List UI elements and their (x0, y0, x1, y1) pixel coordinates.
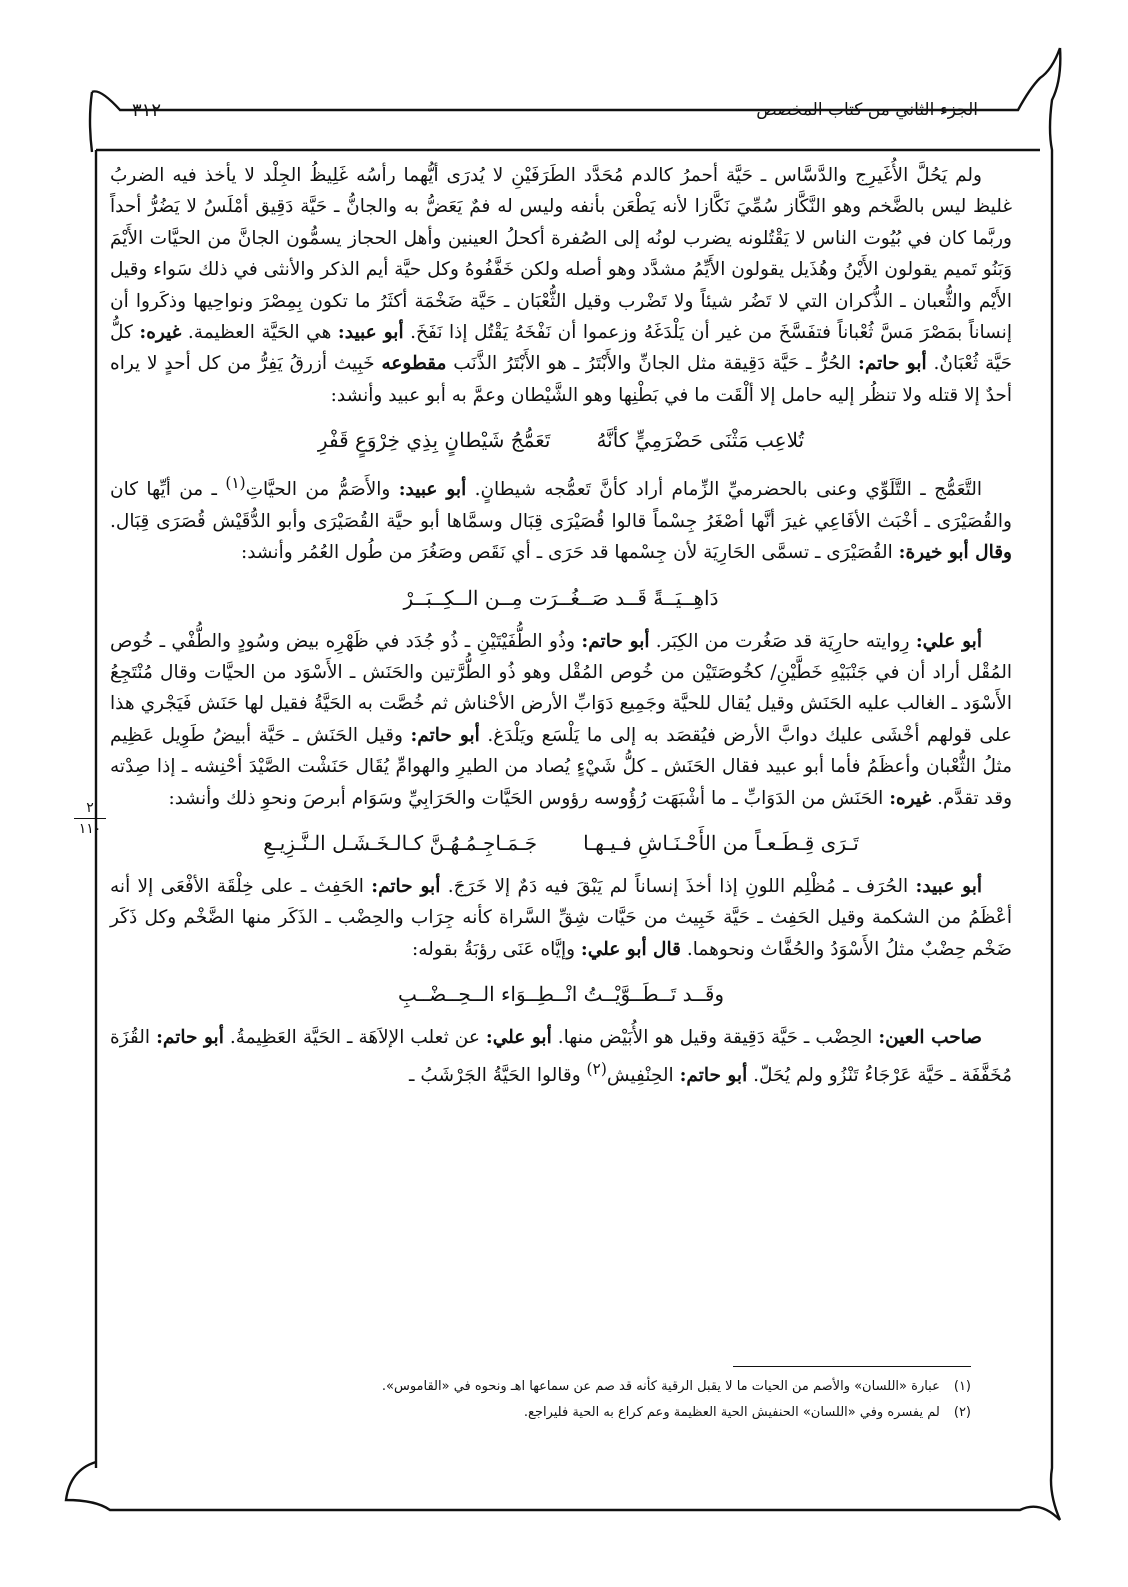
footnote-marker-2: (٢) (586, 1059, 607, 1078)
page-number: ٣١٢ (132, 100, 162, 121)
footnote-text: لم يفسره وفي «اللسان» الحنفيش الحية العظيمة وعم كراع به الحية فليراجع. (523, 1405, 940, 1420)
paragraph-2-text-f: القُصَيْرَى ـ تسمَّى الحَارِيَة لأن جِسْمها قد حَرَى ـ أي نَقَص وصَغُرَ من طُول العُمُر وأنشد: (240, 542, 893, 564)
speaker-label: وقال أبو خيرة: (898, 542, 1012, 564)
verse-4-text: وقَــد تَــطَــوَّيْــتُ انْــطِــوَاء الــحِــضْــبِ (397, 982, 725, 1007)
speaker-label: أبو عبيد: (398, 479, 467, 501)
paragraph-1-text-d: كلُّ حَيَّة ثُعْبَانٌ. (110, 322, 1013, 375)
book-title: الجزء الثاني من كتاب المخصص (756, 100, 978, 120)
footnote-2 (141, 1400, 971, 1426)
paragraph-1-text-f: الحُرُّ ـ حَيَّة دَقِيقة مثل الجانِّ والأَبْتَرُ ـ هو الأَبْتَرُ الذَّنَب (453, 353, 852, 375)
paragraph-5 (110, 1022, 1012, 1091)
paragraph-1-text: ولم يَحُلَّ الأُغَيرِج والدَّسَّاس ـ حَيَّة أحمرُ كالدم مُحَدَّد الطَرَفَيْنِ لا يُدرَى أيُّهما رأسُه غَلِيظُ الجِلْد لا يأخذ فيه الضربُ غليظ ليس بالضَّخم وهو النَّكَّاز سُمِّيَ نَكَّازا لأنه يَطْعَن بأنفه وليس له فمٌ يَعَضُّ به والجانُّ ـ حَيَّة دَقِيق أمْلَسُ لا يَضُرُّ أحداً وربَّما كان في بُيُوت الناس لا يَقْتُلونه يضرب لونُه إلى الصُفرة أكحلُ العينين وأهل الحجاز يسمُّون الجانَّ من الحيَّات الأَيْمَ وَبَنُو تَميم يقولون الأَيْنُ وهُذَيل يقولون الأَيِّمُ مشدَّد وهو أصله ولكن خَفَّفُوهُ وكل حيَّة أيم الذكر والأنثى في ذلك سَواء وقيل الأَيْم والثُّعبان ـ الذُّكران التي لا تَضُر شيئاً ولا تَضْرب وقيل الثُّعْبَان ـ حَيَّة ضَخْمَة أكثَرُ ما تكون بِمِصْرَ ونواحِيها وذكَروا أن إنساناً بمَصْرَ مَسَّ ثُعْباناً فتفَسَّخَ من غير أن يَلْدَغَهُ وزعموا أن نَفْخَهُ يَقْتُل إذا نَفَخَ. (110, 165, 1012, 344)
margin-page-reference (70, 800, 110, 837)
speaker-label: أبو حاتم: (858, 353, 927, 375)
speaker-label: غيره: (889, 787, 932, 809)
verse-1 (110, 425, 1012, 456)
paragraph-5-text-d: عن ثعلب الإلاَهَة ـ الحَيَّة العَظِيمةُ. (229, 1027, 480, 1049)
margin-ref-divider (74, 818, 106, 819)
footnotes (141, 1374, 971, 1426)
paragraph-3-text-f: وقيل الحَنَش ـ حَيَّة أبيضُ طَوِيل عَظِيم مثلُ الثُّعْبان وأعظَمُ فأما أبو عبيد فقال الحَنَش ـ كلُّ شَيْءٍ يُصاد من الطيرِ والهوامِّ يُقَال حَنَشْت الصَّيْدَ أحْنِشه ـ إذا صِدْته وقد تقدَّم. (110, 724, 1012, 809)
speaker-label: قال أبو علي: (580, 938, 681, 960)
verse-4 (110, 979, 1012, 1010)
paragraph-1-text-b: هي الحَيَّة العظيمة. (187, 322, 332, 344)
speaker-label: أبو عبيد: (915, 876, 982, 898)
verse-2 (110, 583, 1012, 614)
margin-ref-top: ٢ (86, 800, 94, 816)
speaker-label: أبو عبيد: (337, 322, 404, 344)
paragraph-4-text-f: وإيَّاه عَنَى رؤبَةُ بقوله: (412, 938, 576, 960)
paragraph-5-text-b: الحِضْب ـ حَيَّة دَقِيقة وقيل هو الأُبَيْض منها. (557, 1027, 873, 1049)
speaker-label: أبو علي: (915, 630, 982, 652)
speaker-label: أبو حاتم: (581, 630, 650, 652)
paragraph-2-text-c: والأَصَمُّ من الحيَّاتِ (245, 479, 391, 501)
speaker-label: أبو علي: (485, 1027, 552, 1049)
footnote-number: (٢) (953, 1405, 971, 1420)
speaker-label: أبو حاتم: (679, 1064, 748, 1086)
paragraph-3-text-d: وذُو الطُّفَيْتَيْنِ ـ ذُو جُدَد في ظَهْرِه بيض وسُودٍ والطُّفْي ـ خُوص المُقْل أراد أن في جَنْبَيْهِ خَطَّيْنِ/ كخُوصَتَيْن من خُوص المُقْل وهو ذُو الطُّرَّتين والحَنَش ـ الأَسْوَد من الحيَّات وقال مُنْتَجِعُ الأَسْوَد ـ الغالب عليه الحَنَش وقيل يُقال للحيَّة وجَمِيع دَوَابِّ الأرض الأحْناش ثم خُصَّت به الحَيَّةُ فقيل لها حَنَش فَيَجْري هذا على قولهم أخْشَى عليك دوابَّ الأرض فيُقصَد به إلى ما يَلْسَع ويَلْدَغ. (110, 630, 1013, 746)
speaker-label: غيره: (139, 322, 182, 344)
paragraph-2-text-d: ـ من أيِّها كان والقُصَيْرَى ـ أخْبَث الأفَاعِي غيرَ أنَّها أصْغَرُ جِسْماً قالوا قُصَيْرَى قِبَال وسمَّاها أبو حيَّة القُصَيْرَى وأبو الدُّقَيْش قُصَرَى قِبَال. (110, 479, 1012, 532)
footnote-text: عبارة «اللسان» والأصم من الحيات ما لا يقبل الرقية كأنه قد صم عن سماعها اهـ ونحوه في «القاموس». (381, 1379, 940, 1394)
speaker-label: أبو حاتم: (156, 1027, 224, 1049)
verse-2-text: دَاهِــيَــةً قَــد صَــغُــرَت مِــن الــكِــبَــرْ (403, 585, 719, 610)
footnote-marker-1: (١) (225, 474, 246, 493)
paragraph-1-text-h: خَبِيث أزرقُ يَفِرُّ من كل أحدٍ لا يراه أحدٌ إلا قتله ولا تنظُر إليه حامل إلا ألْقَت ما في بَطْنِها وهو الشَّيْطان وعمَّ به أبو عبيد وأنشد: (110, 353, 1012, 406)
speaker-label: صاحب العين: (878, 1027, 983, 1049)
paragraph-5-text-f: القُزَة مُخَفَّفَة ـ حَيَّة عَرْجَاءُ تَنْزُو ولم يُحَلّ. (110, 1027, 1012, 1086)
main-text (110, 160, 1012, 1091)
paragraph-2 (110, 468, 1012, 568)
footnote-separator (733, 1366, 971, 1367)
footnote-number: (١) (953, 1379, 971, 1394)
verse-3-second-hemistich: جَـمَـاجِـمُـهُـنَّ كـالـخَـشَـل الـنَّـزِيـعِ (263, 831, 538, 856)
paragraph-1 (110, 160, 1012, 411)
paragraph-5-text-h: الحِنْفِيش (606, 1064, 674, 1086)
verse-1-second-hemistich: تَعَمُّجُ شَيْطانٍ بِذِي خِرْوَعٍ قَفْرِ (317, 428, 551, 453)
running-header (132, 92, 978, 132)
verse-1-first-hemistich: تُلاعِب مَثْنَى حَضْرَمِيٍّ كأنَّهُ (596, 428, 805, 453)
verse-3-first-hemistich: تَـرَى قِـطَـعـاً من الأَحْـنَـاشِ فـيـهـا (583, 831, 859, 856)
paragraph-4-text-b: الحُرَف ـ مُظْلِم اللونِ إذا أخذَ إنساناً لم يَبْقَ فيه دَمٌ إلا خَرَجَ. (447, 876, 909, 898)
footnote-1 (141, 1374, 971, 1400)
paragraph-3 (110, 626, 1012, 814)
speaker-label: أبو حاتم: (410, 724, 480, 746)
paragraph-3-text-b: رِوايته حارِيَة قد صَغُرت من الكِبَر. (655, 630, 910, 652)
margin-ref-bottom: ١١٠ (78, 821, 102, 837)
paragraph-3-text-h: الحَنَش من الدَوَابِّ ـ ما أشْبَهَت رُؤُوسه رؤوس الحَيَّات والحَرَابِيِّ وسَوَام أبرصَ ونحوِ ذلك وأنشد: (168, 787, 884, 809)
speaker-label: أبو حاتم: (371, 876, 441, 898)
paragraph-4-text-d: الحَفِث ـ على خِلْقَة الأفْعَى إلا أنه أعْظَمُ من الشكمة وقيل الحَفِث ـ حَيَّة خَبِيث من حَيَّات شِقِّ السَّراة كأنه جِرَاب والحِضْب ـ الذَكَر منها الضَّخْم وكل ذَكَر ضَخْم حِضْبٌ مثلُ الأَسْوَدُ والحُفَّاث ونحوهما. (110, 876, 1012, 960)
verse-3 (110, 828, 1012, 859)
paragraph-4 (110, 871, 1012, 965)
paragraph-2-text-a: التَّعَمُّج ـ التَّلَوِّي وعنى بالحضرميِّ الزِّمام أراد كأنَّ تَعمُّجه شيطانٍ. (474, 479, 982, 501)
paragraph-5-text-i: وقالوا الحَيَّةُ الجَرْشَبُ ـ (409, 1064, 581, 1086)
bold-term: مقطوعه (381, 353, 447, 375)
